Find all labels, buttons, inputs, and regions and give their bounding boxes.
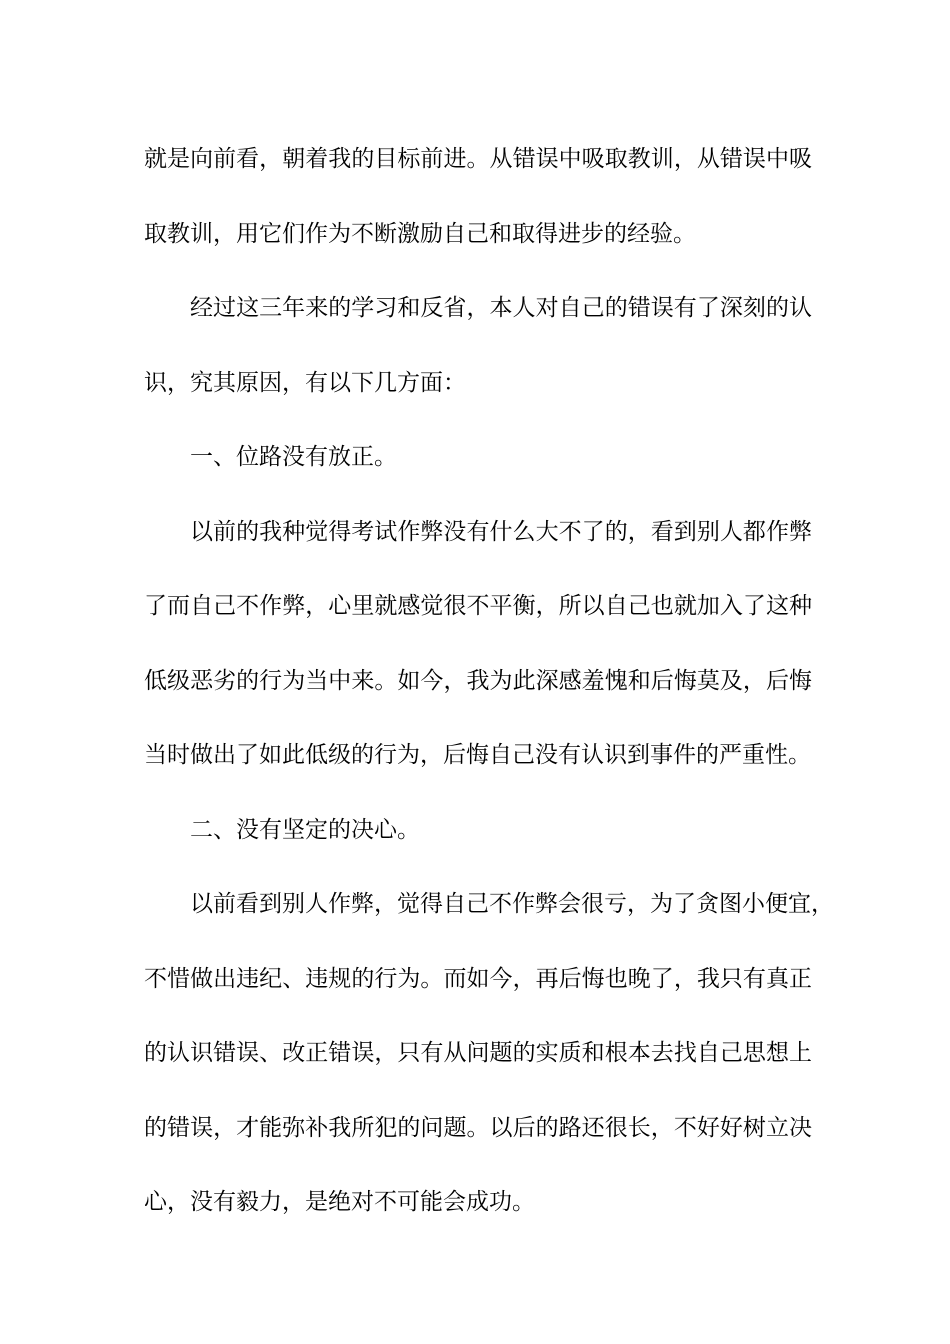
- section-heading-1: 一、位路没有放正。: [190, 444, 397, 470]
- text-line: 识，究其原因，有以下几方面：: [144, 369, 466, 396]
- document-body: [144, 122, 834, 1240]
- text-line: 不惜做出违纪、违规的行为。而如今，再后悔也晚了，我只有真正: [144, 965, 812, 992]
- text-line: 当时做出了如此低级的行为，后悔自己没有认识到事件的严重性。: [144, 742, 811, 768]
- paragraph-start-line: 以前的我种觉得考试作弊没有什么大不了的，看到别人都作弊: [190, 518, 812, 545]
- paragraph-start-line: 以前看到别人作弊，觉得自己不作弊会很亏，为了贪图小便宜，: [190, 891, 834, 917]
- text-line: 的错误，才能弥补我所犯的问题。以后的路还很长，不好好树立决: [144, 1114, 812, 1141]
- text-line: 低级恶劣的行为当中来。如今，我为此深感羞愧和后悔莫及，后悔: [144, 667, 812, 694]
- text-line: 取教训，用它们作为不断激励自己和取得进步的经验。: [144, 220, 696, 247]
- paragraph-start-line: 经过这三年来的学习和反省，本人对自己的错误有了深刻的认: [190, 295, 812, 321]
- text-line: 了而自己不作弊，心里就感觉很不平衡，所以自己也就加入了这种: [144, 593, 812, 619]
- section-heading-2: 二、没有坚定的决心。: [190, 816, 420, 843]
- text-line: 心，没有毅力，是绝对不可能会成功。: [144, 1189, 535, 1215]
- text-line: 就是向前看，朝着我的目标前进。从错误中吸取教训，从错误中吸: [144, 146, 812, 172]
- text-line: 的认识错误、改正错误，只有从问题的实质和根本去找自己思想上: [144, 1040, 812, 1066]
